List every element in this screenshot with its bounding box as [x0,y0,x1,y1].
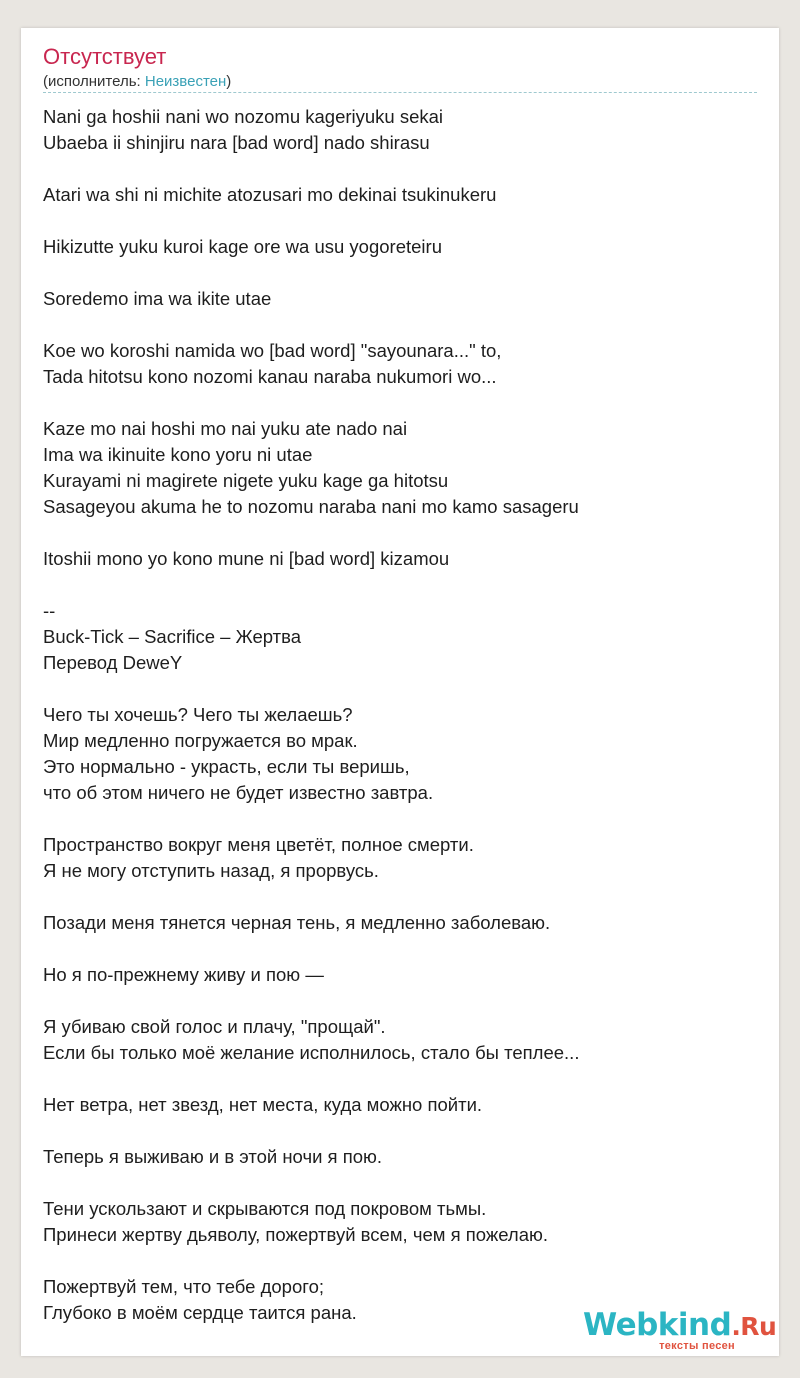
lyric-line [43,988,757,1014]
lyric-line: Nani ga hoshii nani wo nozomu kageriyuku sekai [43,106,444,127]
lyric-line: Ima wa ikinuite kono yoru ni utae [43,444,313,465]
lyric-line: Это нормально - украсть, если ты веришь, [43,756,410,777]
lyric-line: Tada hitotsu kono nozomi kanau naraba nukumori wo... [43,366,497,387]
lyric-line: Чего ты хочешь? Чего ты желаешь? [43,704,353,725]
lyric-line [43,676,757,702]
lyric-line: Sasageyou akuma he to nozomu naraba nani mo kamo sasageru [43,496,579,517]
lyric-line: Я не могу отступить назад, я прорвусь. [43,860,379,881]
logo-tld: .Ru [731,1312,777,1341]
song-title: Отсутствует [43,44,167,69]
lyric-line [43,806,757,832]
lyric-line: Kurayami ni magirete nigete yuku kage ga hitotsu [43,470,449,491]
logo-tagline: тексты песен [659,1340,735,1352]
lyric-line [43,520,757,546]
lyric-line: Позади меня тянется черная тень, я медленно заболеваю. [43,912,551,933]
lyric-line [43,390,757,416]
artist-prefix: (исполнитель: [43,73,145,90]
lyric-line [43,1248,757,1274]
lyric-line: Если бы только моё желание исполнилось, стало бы теплее... [43,1042,580,1063]
artist-line [43,73,231,90]
lyric-line [43,156,757,182]
artist-link[interactable]: Неизвестен [144,73,227,90]
lyric-line [43,312,757,338]
lyric-line: Atari wa shi ni michite atozusari mo dekinai tsukinukeru [43,184,497,205]
lyric-line: Нет ветра, нет звезд, нет места, куда можно пойти. [43,1094,483,1115]
lyric-line [43,936,757,962]
lyric-line [43,572,757,598]
lyric-line: Hikizutte yuku kuroi kage ore wa usu yogoreteiru [43,236,442,257]
logo-wordmark [583,1308,776,1344]
lyric-line: Пожертвуй тем, что тебе дорого; [43,1276,325,1297]
site-logo[interactable] [583,1307,777,1358]
lyric-line: Я убиваю свой голос и плачу, "прощай". [43,1016,386,1037]
lyric-line: Koe wo koroshi namida wo [bad word] "sayounara..." to, [43,340,502,361]
lyric-line: Перевод DeweY [43,652,183,673]
lyric-line: Мир медленно погружается во мрак. [43,730,358,751]
artist-suffix: ) [226,73,232,90]
title-divider [43,92,757,93]
logo-name: Webkind [583,1307,732,1343]
lyric-line: Теперь я выживаю и в этой ночи я пою. [43,1146,383,1167]
lyric-line: Buck-Tick – Sacrifice – Жертва [43,626,301,647]
lyric-line: Принеси жертву дьяволу, пожертвуй всем, чем я пожелаю. [43,1224,549,1245]
lyric-line: Глубоко в моём сердце таится рана. [43,1302,357,1323]
lyric-line: Itoshii mono yo kono mune ni [bad word] kizamou [43,548,450,569]
lyric-line: Ubaeba ii shinjiru nara [bad word] nado shirasu [43,132,430,153]
lyric-line: Тени ускользают и скрываются под покровом тьмы. [43,1198,487,1219]
lyric-line [43,1118,757,1144]
lyric-line [43,1066,757,1092]
lyric-line [43,1170,757,1196]
lyric-line: Но я по-прежнему живу и пою — [43,964,324,985]
lyric-line [43,884,757,910]
lyric-line [43,260,757,286]
lyrics-text [43,104,757,1326]
lyric-line [43,208,757,234]
lyric-line: что об этом ничего не будет известно завтра. [43,782,434,803]
lyric-line: Soredemo ima wa ikite utae [43,288,272,309]
lyric-line: Kaze mo nai hoshi mo nai yuku ate nado nai [43,418,408,439]
lyric-line: Пространство вокруг меня цветёт, полное смерти. [43,834,474,855]
lyric-line: -- [43,600,56,621]
